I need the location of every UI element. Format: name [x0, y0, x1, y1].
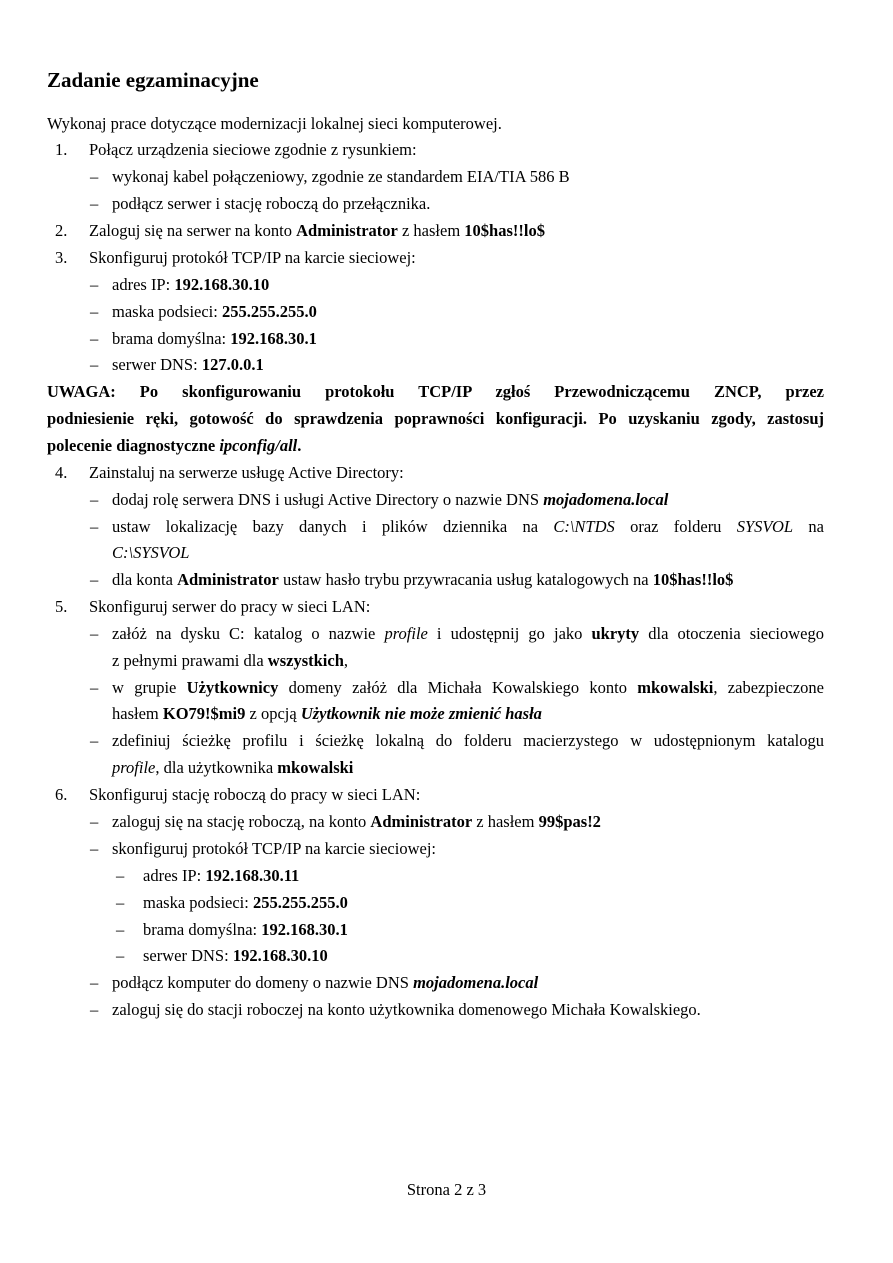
bullet-dash: – [90, 678, 99, 697]
item-6-bullet-1: zaloguj się na stację roboczą, na konto Administrator z hasłem 99$pas!2 [112, 812, 601, 831]
item-1-bullet-1: wykonaj kabel połączeniowy, zgodnie ze standardem EIA/TIA 586 B [112, 167, 570, 186]
sub-bullet-dash: – [116, 893, 125, 912]
item-number-3: 3. [55, 248, 68, 267]
bullet-dash: – [90, 812, 99, 831]
item-5-bullet-3-line-1: zdefiniuj ścieżkę profilu i ścieżkę lokalną do folderu macierzystego w udostępnionym katalogu [112, 731, 824, 750]
intro-text: Wykonaj prace dotyczące modernizacji lokalnej sieci komputerowej. [47, 114, 502, 133]
item-3-dns: serwer DNS: 127.0.0.1 [112, 355, 264, 374]
item-2-text: Zaloguj się na serwer na konto Administrator z hasłem 10$has!!lo$ [89, 221, 545, 240]
item-4-bullet-2-line-2: C:\SYSVOL [112, 543, 190, 562]
item-6-text: Skonfiguruj stację roboczą do pracy w sieci LAN: [89, 785, 421, 804]
item-4-bullet-2-line-1: ustaw lokalizację bazy danych i plików dziennika na C:\NTDS oraz folderu SYSVOL na [112, 517, 824, 536]
bullet-dash: – [90, 973, 99, 992]
bullet-dash: – [90, 839, 99, 858]
item-6-bullet-3: podłącz komputer do domeny o nazwie DNS mojadomena.local [112, 973, 539, 992]
sub-bullet-dash: – [116, 946, 125, 965]
page-number-footer: Strona 2 z 3 [406, 1180, 487, 1199]
bullet-dash: – [90, 1000, 99, 1019]
note-line-3: polecenie diagnostyczne ipconfig/all. [47, 436, 302, 455]
item-number-6: 6. [55, 785, 68, 804]
item-4-bullet-1: dodaj rolę serwera DNS i usługi Active Directory o nazwie DNS mojadomena.local [112, 490, 669, 509]
item-3-ip: adres IP: 192.168.30.10 [112, 275, 270, 294]
item-3-gateway: brama domyślna: 192.168.30.1 [112, 329, 317, 348]
bullet-dash: – [90, 167, 99, 186]
item-5-bullet-2-line-2: hasłem KO79!$mi9 z opcją Użytkownik nie może zmienić hasła [112, 704, 542, 723]
item-6-gateway: brama domyślna: 192.168.30.1 [143, 920, 348, 939]
sub-bullet-dash: – [116, 920, 125, 939]
item-6-ip: adres IP: 192.168.30.11 [143, 866, 300, 885]
page-title: Zadanie egzaminacyjne [47, 68, 259, 92]
item-6-bullet-2: skonfiguruj protokół TCP/IP na karcie sieciowej: [112, 839, 436, 858]
item-1-bullet-2: podłącz serwer i stację roboczą do przełącznika. [112, 194, 431, 213]
item-4-bullet-3: dla konta Administrator ustaw hasło trybu przywracania usług katalogowych na 10$has!!lo$ [112, 570, 734, 589]
item-number-4: 4. [55, 463, 68, 482]
item-6-dns: serwer DNS: 192.168.30.10 [143, 946, 328, 965]
item-5-bullet-1-line-2: z pełnymi prawami dla wszystkich, [112, 651, 349, 670]
bullet-dash: – [90, 194, 99, 213]
bullet-dash: – [90, 517, 99, 536]
item-5-bullet-2-line-1: w grupie Użytkownicy domeny załóż dla Michała Kowalskiego konto mkowalski, zabezpieczone [112, 678, 824, 697]
item-5-bullet-1-line-1: załóż na dysku C: katalog o nazwie profile i udostępnij go jako ukryty dla otoczenia sieciowego [112, 624, 824, 643]
bullet-dash: – [90, 275, 99, 294]
note-line-2: podniesienie ręki, gotowość do sprawdzenia poprawności konfiguracji. Po uzyskaniu zgody, zastosuj [47, 409, 824, 428]
bullet-dash: – [90, 329, 99, 348]
item-number-2: 2. [55, 221, 68, 240]
item-3-mask: maska podsieci: 255.255.255.0 [112, 302, 317, 321]
bullet-dash: – [90, 731, 99, 750]
note-line-1: UWAGA: Po skonfigurowaniu protokołu TCP/IP zgłoś Przewodniczącemu ZNCP, przez [47, 382, 824, 401]
item-6-mask: maska podsieci: 255.255.255.0 [143, 893, 348, 912]
item-5-text: Skonfiguruj serwer do pracy w sieci LAN: [89, 597, 371, 616]
bullet-dash: – [90, 624, 99, 643]
bullet-dash: – [90, 490, 99, 509]
bullet-dash: – [90, 302, 99, 321]
item-5-bullet-3-line-2: profile, dla użytkownika mkowalski [112, 758, 354, 777]
item-number-1: 1. [55, 140, 68, 159]
item-3-text: Skonfiguruj protokół TCP/IP na karcie sieciowej: [89, 248, 416, 267]
bullet-dash: – [90, 570, 99, 589]
item-4-text: Zainstaluj na serwerze usługę Active Directory: [89, 463, 404, 482]
sub-bullet-dash: – [116, 866, 125, 885]
bullet-dash: – [90, 355, 99, 374]
item-1-text: Połącz urządzenia sieciowe zgodnie z rysunkiem: [89, 140, 417, 159]
item-6-bullet-4: zaloguj się do stacji roboczej na konto użytkownika domenowego Michała Kowalskiego. [112, 1000, 701, 1019]
item-number-5: 5. [55, 597, 68, 616]
